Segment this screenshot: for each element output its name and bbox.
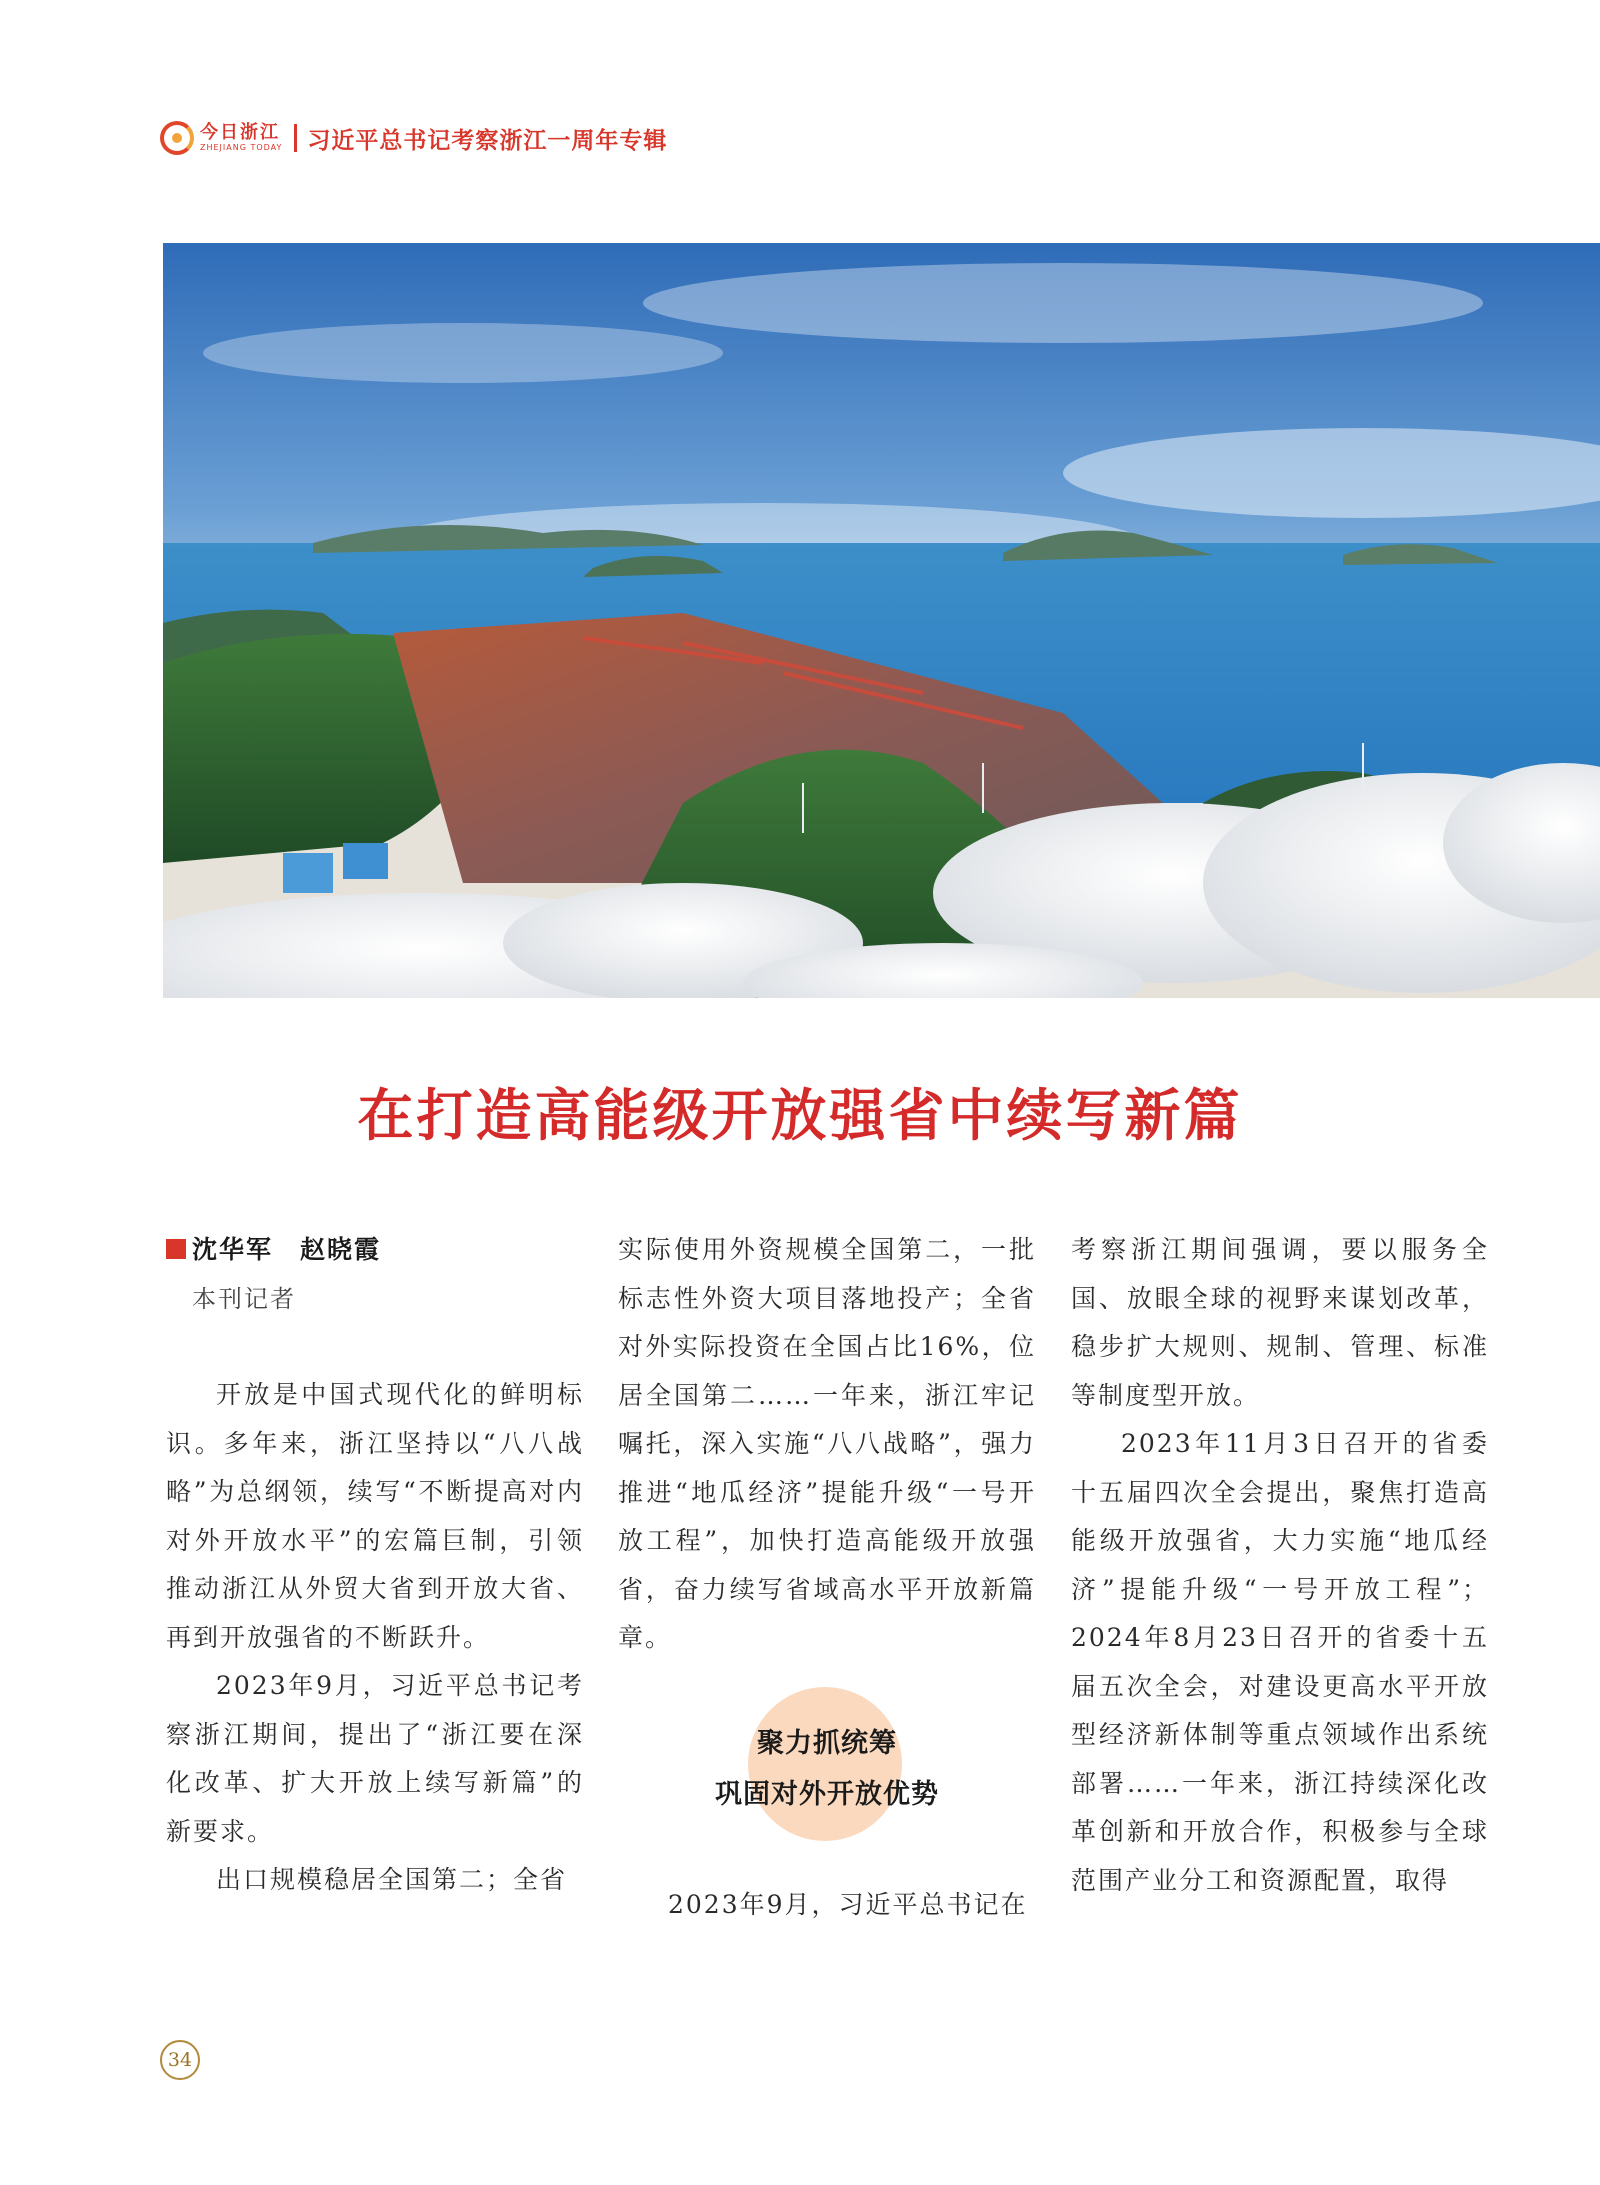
port-aerial-photo [163, 243, 1600, 998]
paragraph: 出口规模稳居全国第二；全省 [216, 1865, 568, 1894]
paragraph: 开放是中国式现代化的鲜明标识。多年来，浙江坚持以“八八战略”为总纲领，续写“不断提高对内对外开放水平”的宏篇巨制，引领推动浙江从外贸大省到开放大省、再到开放强省的不断跃升。 [166, 1380, 584, 1652]
text-column-2 [618, 1226, 1036, 1929]
red-square-bullet-icon [166, 1239, 186, 1259]
section-heading-line-2: 巩固对外开放优势 [715, 1778, 939, 1810]
zhejiang-today-logo-icon [160, 121, 194, 155]
section-heading [618, 1687, 1036, 1881]
section-title: 习近平总书记考察浙江一周年专辑 [307, 127, 668, 154]
author-role: 本刊记者 [192, 1284, 296, 1313]
text-column-1 [166, 1226, 584, 1905]
text-column-3 [1071, 1226, 1489, 1905]
author-names [166, 1226, 584, 1275]
paragraph: 考察浙江期间强调，要以服务全国、放眼全球的视野来谋划改革，稳步扩大规则、规制、管理、标准等制度型开放。 [1071, 1235, 1489, 1410]
logo-english: ZHEJIANG TODAY [200, 143, 283, 152]
paragraph: 实际使用外资规模全国第二，一批标志性外资大项目落地投产；全省对外实际投资在全国占比16%，位居全国第二……一年来，浙江牢记嘱托，深入实施“八八战略”，强力推进“地瓜经济”提能升级“一号开放工程”，加快打造高能级开放强省，奋力续写省域高水平开放新篇章。 [618, 1235, 1036, 1652]
page-number: 34 [160, 2040, 200, 2080]
logo-chinese: 今日浙江 [200, 122, 280, 143]
magazine-logo [200, 123, 282, 153]
paragraph: 2023年9月，习近平总书记考察浙江期间，提出了“浙江要在深化改革、扩大开放上续写新篇”的新要求。 [166, 1671, 584, 1846]
page-header [160, 118, 667, 158]
paragraph: 2023年11月3日召开的省委十五届四次全会提出，聚焦打造高能级开放强省，大力实施“地瓜经济”提能升级“一号开放工程”；2024年8月23日召开的省委十五届五次全会，对建设更高水平开放型经济新体制等重点领域作出系统部署……一年来，浙江持续深化改革创新和开放合作，积极参与全球范围产业分工和资源配置，取得 [1071, 1429, 1489, 1895]
section-heading-line-1: 聚力抓统筹 [757, 1727, 897, 1759]
byline [166, 1226, 584, 1323]
header-divider [294, 124, 297, 152]
authors-text: 沈华军 赵晓霞 [192, 1235, 382, 1264]
paragraph: 2023年9月，习近平总书记在 [668, 1889, 1028, 1919]
article-headline: 在打造高能级开放强省中续写新篇 [357, 1083, 1243, 1149]
